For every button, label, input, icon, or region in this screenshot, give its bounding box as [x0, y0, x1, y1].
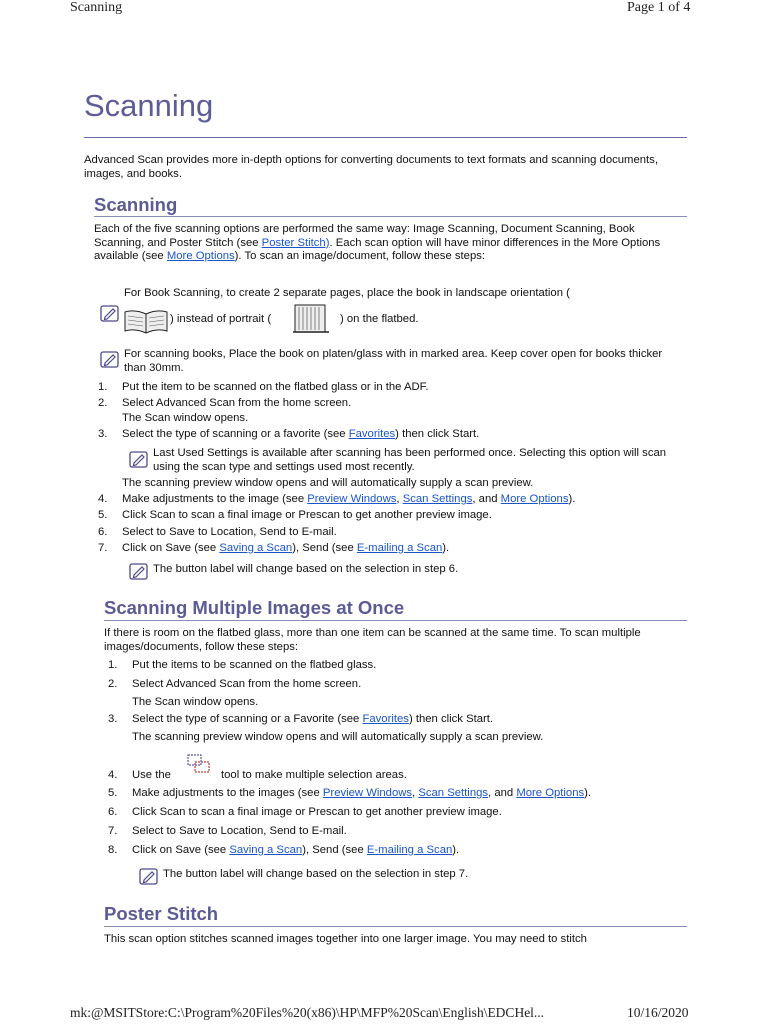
note-icon [100, 305, 119, 322]
step-6-text: Select to Save to Location, Send to E-mail. [122, 526, 337, 538]
more-options-link[interactable]: More Options [500, 493, 569, 505]
step-number: 6. [98, 526, 108, 538]
step-number: 4. [98, 493, 108, 505]
print-header-page: Page 1 of 4 [627, 0, 691, 15]
step-number: 2. [108, 678, 118, 690]
section-divider [94, 216, 687, 217]
book-note-line1: For Book Scanning, to create 2 separate pages, place the book in landscape orientation ( [124, 287, 570, 299]
step-number: 3. [98, 428, 108, 440]
step-1-text: Put the items to be scanned on the flatbed glass. [132, 659, 377, 671]
step-4-text-a: Use the [132, 769, 171, 781]
button-label-note: The button label will change based on the selection in step 7. [163, 868, 469, 880]
step-number: 8. [108, 844, 118, 856]
section-heading-multiple-images: Scanning Multiple Images at Once [104, 597, 405, 618]
step-1-text: Put the item to be scanned on the flatbed glass or in the ADF. [122, 381, 429, 393]
step-7-text: Select to Save to Location, Send to E-mail. [132, 825, 347, 837]
scan-settings-link[interactable]: Scan Settings [418, 787, 489, 799]
page-title: Scanning [84, 88, 214, 123]
step-number: 2. [98, 397, 108, 409]
step-number: 6. [108, 806, 118, 818]
portrait-book-icon [291, 303, 331, 335]
scan-settings-link[interactable]: Scan Settings [402, 493, 473, 505]
step-number: 4. [108, 769, 118, 781]
step-5-text: Click Scan to scan a final image or Prescan to get another preview image. [122, 509, 492, 521]
step-6-text: Click Scan to scan a final image or Prescan to get another preview image. [132, 806, 502, 818]
step-3-text: Select the type of scanning or a Favorite (see Favorites) then click Start. [132, 713, 494, 725]
intro-paragraph: Advanced Scan provides more in-depth options for converting documents to text formats and scanning documents, images, and books. [84, 154, 658, 180]
step-number: 5. [98, 509, 108, 521]
step-4-text-b: tool to make multiple selection areas. [221, 769, 407, 781]
multi-select-tool-icon [186, 753, 212, 775]
print-footer-date: 10/16/2020 [627, 1005, 689, 1020]
note-icon [100, 351, 119, 368]
landscape-book-icon [123, 308, 169, 334]
step-2-text: Select Advanced Scan from the home screen. [122, 397, 352, 409]
book-thickness-note: For scanning books, Place the book on platen/glass with in marked area. Keep cover open for books thicker than 30mm. [124, 348, 663, 374]
scanning-paragraph: Each of the five scanning options are performed the same way: Image Scanning, Document Scanning, Book Scanning, and Poster Stitch (see Poster Stitch). Each scan option will have minor differences in the More Options available (see More Options). To scan an image/document, follow these steps: [94, 223, 661, 263]
step-number: 5. [108, 787, 118, 799]
note-icon [129, 451, 148, 468]
preview-windows-link[interactable]: Preview Windows [307, 493, 397, 505]
step-number: 7. [108, 825, 118, 837]
section-divider [104, 926, 687, 927]
step-number: 7. [98, 542, 108, 554]
poster-stitch-paragraph: This scan option stitches scanned images together into one larger image. You may need to stitch [104, 933, 587, 945]
button-label-note: The button label will change based on the selection in step 6. [153, 563, 459, 575]
more-options-link[interactable]: More Options [166, 250, 235, 263]
poster-stitch-link[interactable]: Poster Stitch) [261, 236, 330, 249]
step-8-text: Click on Save (see Saving a Scan), Send (see E-mailing a Scan). [132, 844, 460, 856]
saving-a-scan-link[interactable]: Saving a Scan [229, 844, 303, 856]
section-heading-scanning: Scanning [94, 194, 178, 215]
favorites-link[interactable]: Favorites [348, 428, 396, 440]
note-icon [129, 563, 148, 580]
print-header-title: Scanning [70, 0, 123, 15]
step-3-subtext: The scanning preview window opens and will automatically supply a scan preview. [132, 731, 544, 743]
last-used-settings-note: Last Used Settings is available after scanning has been performed once. Selecting this option will scan using the scan type and settings used most recently. [153, 447, 667, 473]
step-3-subtext: The scanning preview window opens and will automatically supply a scan preview. [122, 477, 534, 489]
more-options-link[interactable]: More Options [516, 787, 585, 799]
step-number: 1. [98, 381, 108, 393]
book-note-line2a: ) instead of portrait ( [170, 313, 272, 325]
step-7-text: Click on Save (see Saving a Scan), Send (see E-mailing a Scan). [122, 542, 450, 554]
section-divider [104, 620, 687, 621]
step-4-text: Make adjustments to the image (see Preview Windows, Scan Settings, and More Options). [122, 493, 576, 505]
multiple-images-paragraph: If there is room on the flatbed glass, more than one item can be scanned at the same time. To scan multiple images/documents, follow these steps: [104, 627, 641, 653]
emailing-a-scan-link[interactable]: E-mailing a Scan [366, 844, 453, 856]
saving-a-scan-link[interactable]: Saving a Scan [219, 542, 293, 554]
note-icon [139, 868, 158, 885]
emailing-a-scan-link[interactable]: E-mailing a Scan [356, 542, 443, 554]
step-number: 3. [108, 713, 118, 725]
step-2-text: Select Advanced Scan from the home screen. [132, 678, 362, 690]
print-footer-url: mk:@MSITStore:C:\Program%20Files%20(x86)\HP\MFP%20Scan\English\EDCHel... [70, 1005, 545, 1020]
section-heading-poster-stitch: Poster Stitch [104, 903, 219, 924]
step-2-subtext: The Scan window opens. [122, 412, 249, 424]
title-divider [84, 137, 687, 138]
step-number: 1. [108, 659, 118, 671]
favorites-link[interactable]: Favorites [362, 713, 409, 725]
book-note-line2b: ) on the flatbed. [340, 313, 419, 325]
step-3-text: Select the type of scanning or a favorite (see Favorites) then click Start. [122, 428, 480, 440]
preview-windows-link[interactable]: Preview Windows [322, 787, 413, 799]
step-5-text: Make adjustments to the images (see Preview Windows, Scan Settings, and More Options). [132, 787, 592, 799]
step-2-subtext: The Scan window opens. [132, 696, 259, 708]
